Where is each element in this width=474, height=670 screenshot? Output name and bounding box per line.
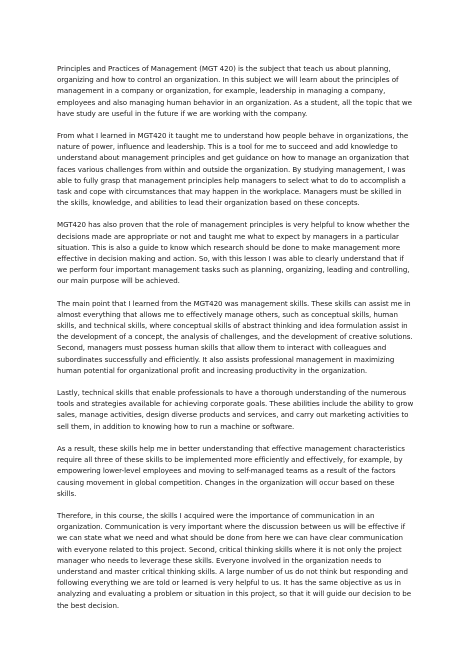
paragraph-technical: Lastly, technical skills that enable professionals to have a thorough understanding of the numerous tools and strategies available for achieving corporate goals. These abilities include the ability to grow sales, manage activities, design diverse products and services, and carry out marketing activities to sell them, in addition to knowing how to run a machine or software. [57, 388, 414, 431]
paragraph-conclusion: Therefore, in this course, the skills I acquired were the importance of communication in an organization. Communication is very important where the discussion between us will be effective if we can state what we need and what should be done from here we can have clear communication with everyone related to this project. Second, critical thinking skills where it is not only the project manager who needs to leverage these skills. Everyone involved in the organization needs to understand and master critical thinking skills. A large number of us do not think but responding and following everything we are told or learned is very helpful to us. It has the same objective as us in analyzing and evaluating a problem or situation in this project, so that it will guide our decision to be the best decision. [57, 510, 412, 610]
paragraph-intro: Principles and Practices of Management (MGT 420) is the subject that teach us about planning, organizing and how to control an organization. In this subject we will learn about the principles of management in a company or organization, for example, leadership in managing a company, employees and also managing human behavior in an organization. As a student, all the topic that we have study are useful in the future if we are working with the company. [57, 64, 412, 118]
paragraph-learning: From what I learned in MGT420 it taught me to understand how people behave in organizations, the nature of power, influence and leadership. This is a tool for me to succeed and add knowledge to understand about management principles and get guidance on how to manage an organization that faces various challenges from within and outside the organization. By studying management, I was able to fully grasp that management principles help managers to select what to do to accomplish a task and cope with circumstances that may happen in the workplace. Managers must be skilled in the skills, knowledge, and abilities to lead their organization based on these concepts. [57, 131, 410, 208]
paragraph-skills: The main point that I learned from the MGT420 was management skills. These skills can assist me in almost everything that allows me to effectively manage others, such as conceptual skills, human skills, and technical skills, where conceptual skills of abstract thinking and idea formulation assist in the development of a concept, the analysis of challenges, and the development of creative solutions. Second, managers must possess human skills that allow them to interact with colleagues and subordinates successfully and efficiently. It also assists professional management in maximizing human potential for organizational profit and increasing productivity in the organization. [57, 298, 413, 375]
paragraph-result: As a result, these skills help me in better understanding that effective management characteristics require all three of these skills to be implemented more efficiently and effectively, for example, by empowering lower-level employees and moving to self-managed teams as a result of the factors causing movement in global competition. Changes in the organization will occur based on these skills. [57, 443, 405, 498]
paragraph-role: MGT420 has also proven that the role of management principles is very helpful to know whether the decisions made are appropriate or not and taught me what to expect by managers in a particular situation. This is also a guide to know which research should be done to make management more effective in decision making and action. So, with this lesson I was able to clearly understand that if we perform four important management tasks such as planning, organizing, leading and controlling, our main purpose will be achieved. [57, 220, 410, 286]
